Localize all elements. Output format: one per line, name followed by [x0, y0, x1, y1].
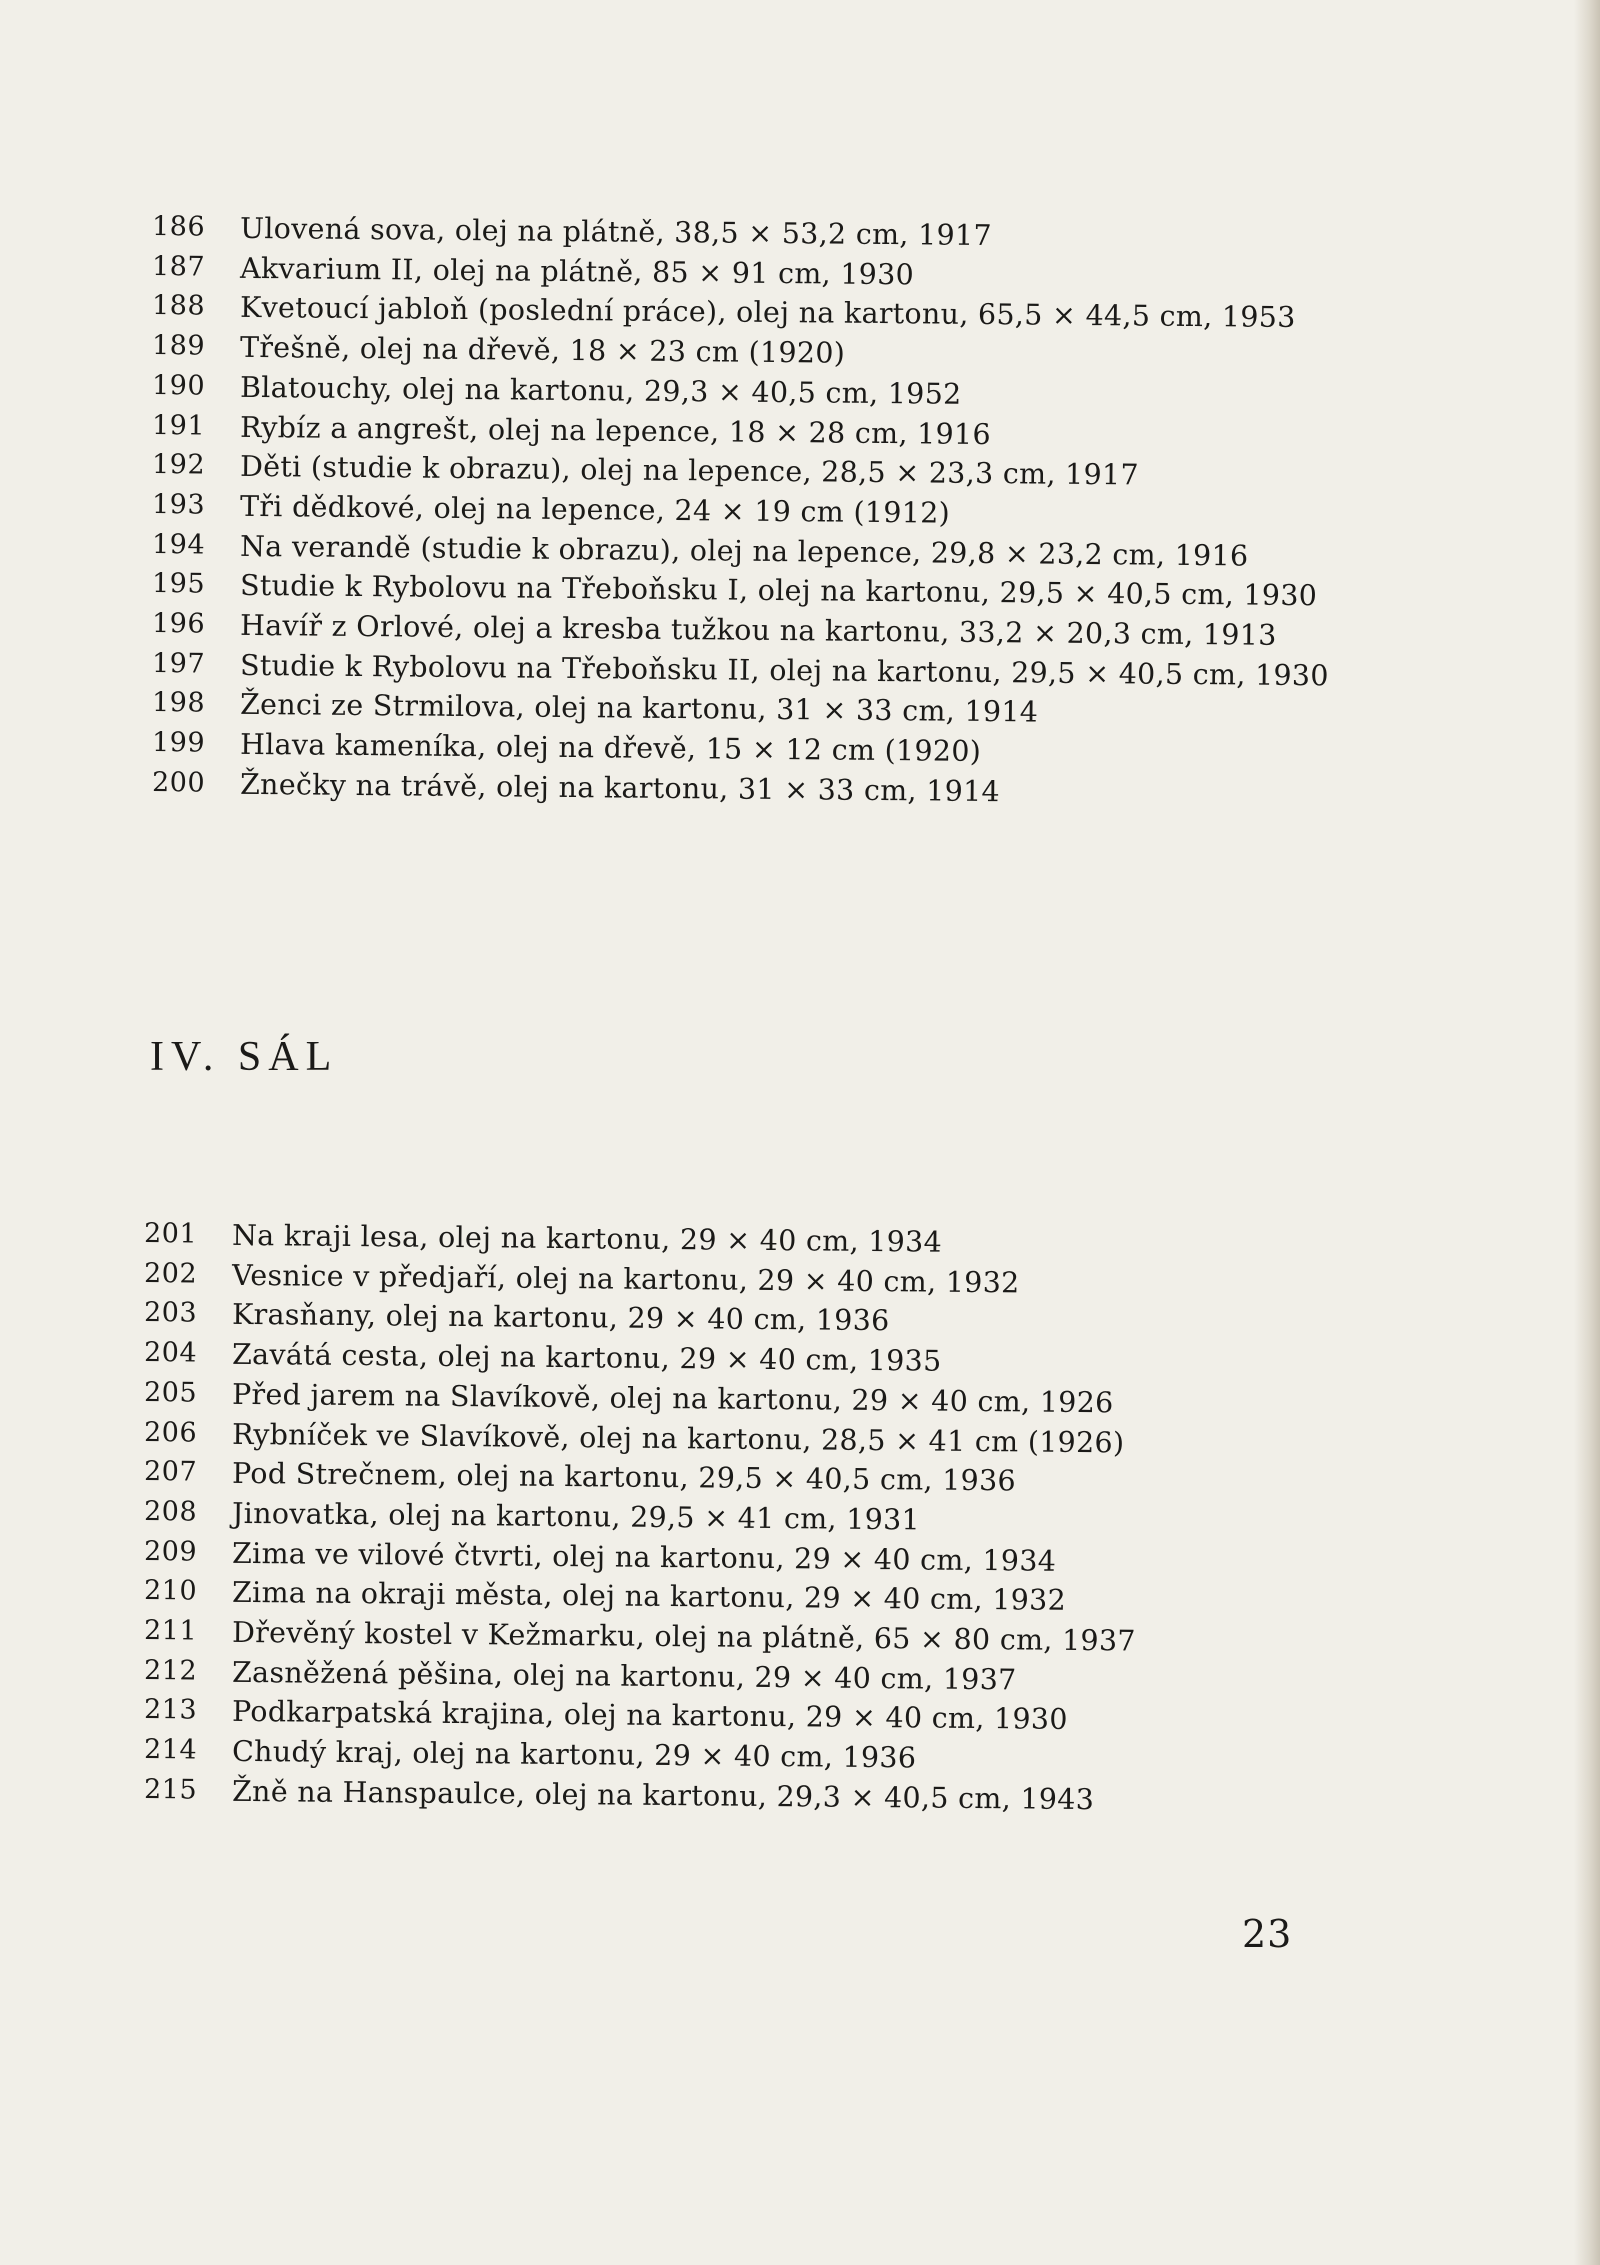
- entry-description: Vesnice v předjaří, olej na kartonu, 29 × 40 cm, 1932: [231, 1258, 1020, 1300]
- entry-number: 211: [143, 1615, 198, 1647]
- entry-description: Třešně, olej na dřevě, 18 × 23 cm (1920): [239, 330, 846, 370]
- entry-description: Děti (studie k obrazu), olej na lepence, 28,5 × 23,3 cm, 1917: [239, 450, 1140, 492]
- entry-description: Žnečky na trávě, olej na kartonu, 31 × 33 cm, 1914: [239, 767, 1001, 808]
- entry-description: Rybíz a angrešt, olej na lepence, 18 × 28 cm, 1916: [239, 410, 992, 451]
- entry-number: 189: [151, 330, 206, 362]
- entry-number: 205: [143, 1376, 198, 1409]
- entry-description: Hlava kameníka, olej na dřevě, 15 × 12 cm (1920): [239, 727, 982, 769]
- entry-number: 202: [143, 1257, 198, 1290]
- entry-description: Studie k Rybolovu na Třeboňsku I, olej na kartonu, 29,5 × 40,5 cm, 1930: [239, 569, 1318, 613]
- entry-description: Akvarium II, olej na plátně, 85 × 91 cm, 1930: [239, 251, 915, 292]
- entry-description: Zima na okraji města, olej na kartonu, 29 × 40 cm, 1932: [231, 1576, 1067, 1618]
- entry-number: 197: [151, 647, 206, 680]
- entry-number: 192: [151, 449, 206, 481]
- entry-number: 186: [151, 211, 206, 243]
- entry-description: Havíř z Orlové, olej a kresba tužkou na kartonu, 33,2 × 20,3 cm, 1913: [239, 608, 1277, 652]
- entry-description: Zasněžená pěšina, olej na kartonu, 29 × 40 cm, 1937: [231, 1655, 1017, 1697]
- entry-number: 206: [143, 1416, 198, 1449]
- entry-number: 210: [143, 1575, 198, 1607]
- entry-description: Ulovená sova, olej na plátně, 38,5 × 53,2 cm, 1917: [239, 211, 993, 253]
- entry-number: 194: [151, 528, 206, 561]
- entry-description: Pod Strečnem, olej na kartonu, 29,5 × 40,5 cm, 1936: [231, 1457, 1017, 1498]
- entry-number: 195: [151, 568, 206, 600]
- entry-number: 191: [151, 409, 206, 442]
- entry-description: Jinovatka, olej na kartonu, 29,5 × 41 cm, 1931: [231, 1496, 921, 1537]
- entry-description: Ženci ze Strmilova, olej na kartonu, 31 × 33 cm, 1914: [239, 688, 1039, 729]
- entry-number: 204: [143, 1337, 198, 1369]
- entry-number: 209: [143, 1535, 198, 1568]
- entry-number: 187: [151, 250, 206, 283]
- entry-description: Na kraji lesa, olej na kartonu, 29 × 40 cm, 1934: [231, 1218, 943, 1259]
- entry-description: Dřevěný kostel v Kežmarku, olej na plátně, 65 × 80 cm, 1937: [231, 1615, 1136, 1658]
- entry-description: Krasňany, olej na kartonu, 29 × 40 cm, 1936: [231, 1298, 890, 1338]
- entry-description: Podkarpatská krajina, olej na kartonu, 29 × 40 cm, 1930: [231, 1695, 1068, 1737]
- entry-number: 207: [143, 1456, 198, 1488]
- entry-description: Kvetoucí jabloň (poslední práce), olej na kartonu, 65,5 × 44,5 cm, 1953: [239, 291, 1296, 335]
- entry-description: Rybníček ve Slavíkově, olej na kartonu, 28,5 × 41 cm (1926): [231, 1417, 1125, 1459]
- entry-number: 203: [143, 1297, 198, 1329]
- entry-description: Žně na Hanspaulce, olej na kartonu, 29,3 × 40,5 cm, 1943: [231, 1774, 1095, 1816]
- entry-number: 201: [143, 1218, 198, 1250]
- entry-number: 193: [151, 488, 206, 521]
- entry-number: 188: [151, 290, 206, 322]
- entry-description: Chudý kraj, olej na kartonu, 29 × 40 cm, 1936: [231, 1734, 917, 1775]
- entry-number: 190: [151, 369, 206, 402]
- entry-description: Na verandě (studie k obrazu), olej na lepence, 29,8 × 23,2 cm, 1916: [239, 529, 1249, 573]
- entry-number: 208: [143, 1495, 198, 1528]
- page-edge-shadow: [1574, 0, 1600, 2265]
- entry-number: 212: [143, 1654, 198, 1687]
- entry-description: Zima ve vilové čtvrti, olej na kartonu, 29 × 40 cm, 1934: [231, 1536, 1057, 1578]
- entry-description: Před jarem na Slavíkově, olej na kartonu, 29 × 40 cm, 1926: [231, 1377, 1114, 1420]
- entry-description: Tři dědkové, olej na lepence, 24 × 19 cm (1912): [239, 489, 951, 530]
- entry-number: 200: [151, 766, 206, 799]
- entry-number: 214: [143, 1734, 198, 1766]
- entry-description: Studie k Rybolovu na Třeboňsku II, olej na kartonu, 29,5 × 40,5 cm, 1930: [239, 648, 1329, 692]
- entry-description: Zavátá cesta, olej na kartonu, 29 × 40 cm, 1935: [231, 1337, 942, 1378]
- entry-number: 199: [151, 727, 206, 759]
- entry-number: 196: [151, 608, 206, 640]
- entry-description: Blatouchy, olej na kartonu, 29,3 × 40,5 cm, 1952: [239, 370, 962, 411]
- page-number: 23: [1242, 1912, 1293, 1956]
- entry-number: 215: [143, 1773, 198, 1806]
- entry-number: 213: [143, 1694, 198, 1726]
- section-heading: IV. SÁL: [150, 1033, 339, 1080]
- entry-number: 198: [151, 687, 206, 719]
